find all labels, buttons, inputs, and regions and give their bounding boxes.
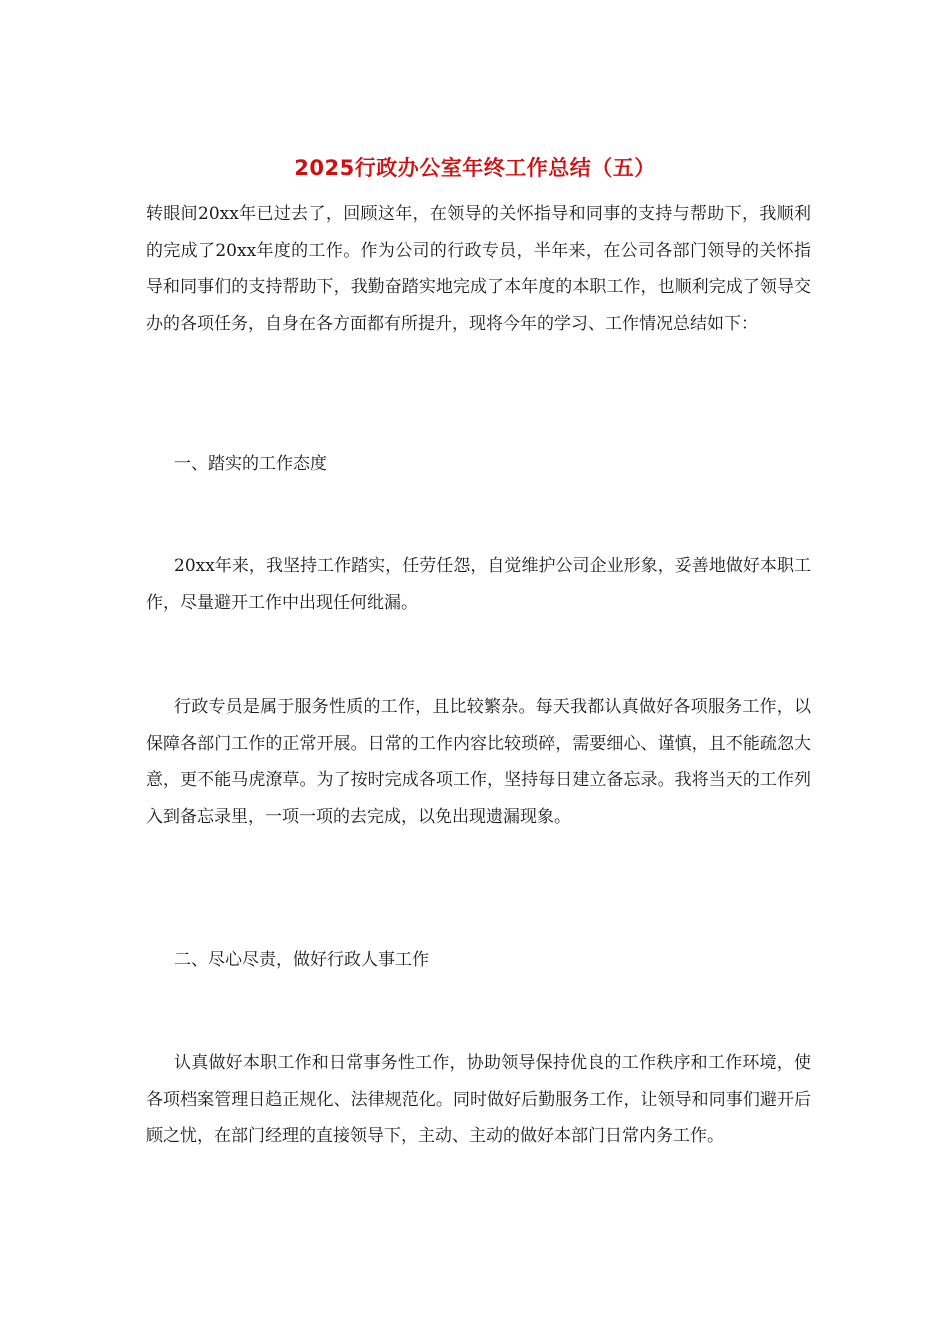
intro-paragraph: 转眼间20xx年已过去了，回顾这年，在领导的关怀指导和同事的支持与帮助下，我顺利的完成了20xx年度的工作。作为公司的行政专员，半年来，在公司各部门领导的关怀指导和同事们的支持帮助下，我勤奋踏实地完成了本年度的本职工作，也顺利完成了领导交办的各项任务，自身在各方面都有所提升，现将今年的学习、工作情况总结如下： xyxy=(146,204,811,334)
section-2-heading: 二、尽心尽责，做好行政人事工作 xyxy=(174,950,429,970)
section-1-heading: 一、踏实的工作态度 xyxy=(174,454,327,474)
document-title: 2025行政办公室年终工作总结（五） xyxy=(294,156,656,180)
section-1-paragraph-2: 行政专员是属于服务性质的工作，且比较繁杂。每天我都认真做好各项服务工作，以保障各部门工作的正常开展。日常的工作内容比较琐碎，需要细心、谨慎，且不能疏忽大意，更不能马虎潦草。为了按时完成各项工作，坚持每日建立备忘录。我将当天的工作列入到备忘录里，一项一项的去完成，以免出现遗漏现象。 xyxy=(146,697,811,827)
section-2-paragraph-1: 认真做好本职工作和日常事务性工作，协助领导保持优良的工作秩序和工作环境，使各项档案管理日趋正规化、法律规范化。同时做好后勤服务工作，让领导和同事们避开后顾之忧，在部门经理的直接领导下，主动、主动的做好本部门日常内务工作。 xyxy=(146,1053,811,1146)
section-1-paragraph-1: 20xx年来，我坚持工作踏实，任劳任怨，自觉维护公司企业形象，妥善地做好本职工作，尽量避开工作中出现任何纰漏。 xyxy=(146,556,811,613)
